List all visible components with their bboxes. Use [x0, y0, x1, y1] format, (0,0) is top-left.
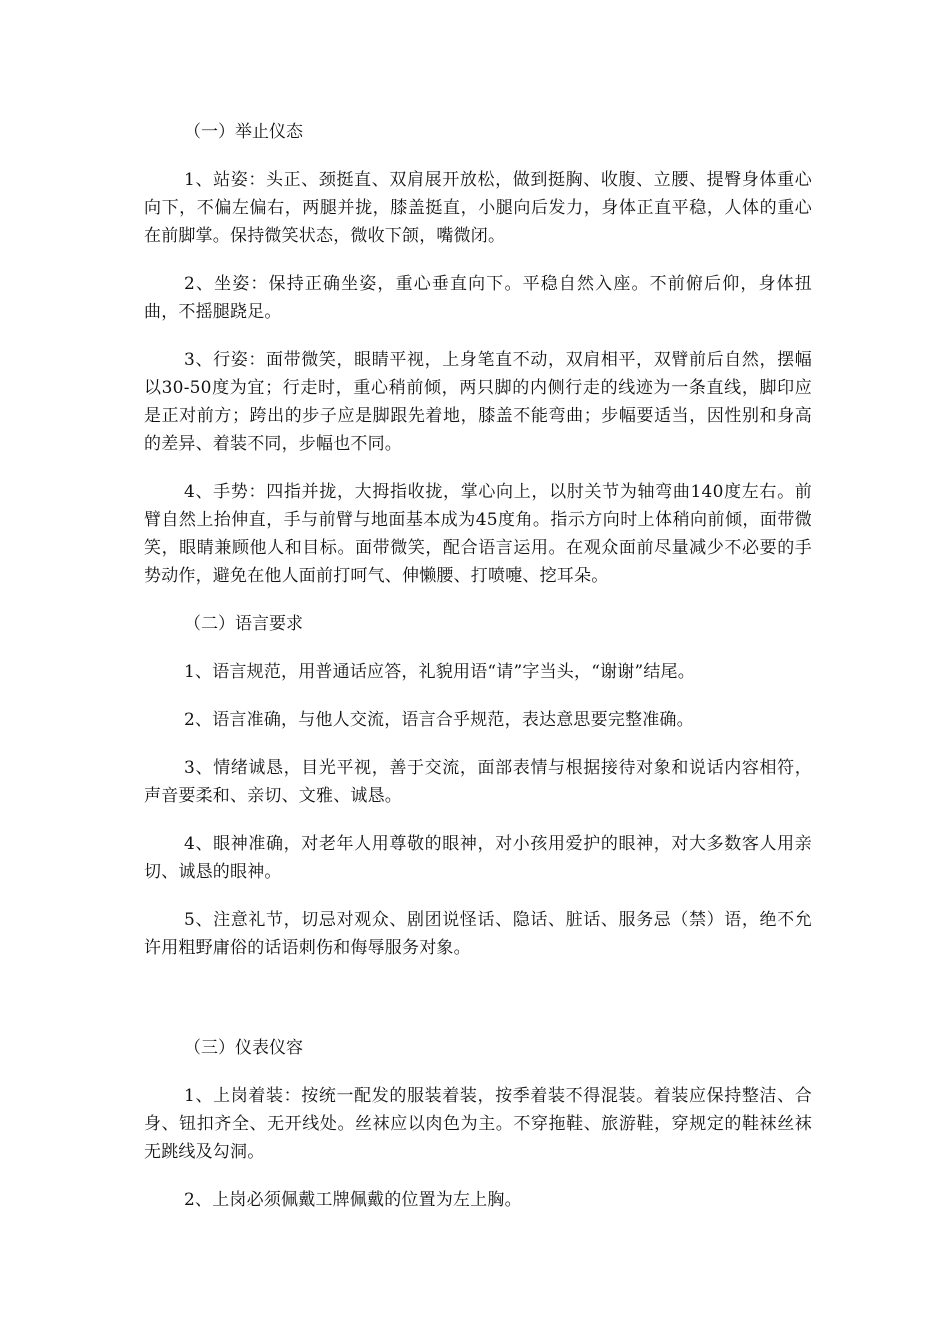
paragraph: 1、站姿：头正、颈挺直、双肩展开放松，做到挺胸、收腹、立腰、提臀身体重心向下，不偏左偏右，两腿并拢，膝盖挺直，小腿向后发力，身体正直平稳，人体的重心在前脚掌。保持微笑状态，微收下颌，嘴微闭。 — [144, 170, 812, 246]
paragraph: 2、语言准确，与他人交流，语言合乎规范，表达意思要完整准确。 — [184, 710, 694, 730]
paragraph: 3、行姿：面带微笑，眼睛平视，上身笔直不动，双肩相平，双臂前后自然，摆幅以30-50度为宜；行走时，重心稍前倾，两只脚的内侧行走的线迹为一条直线，脚印应是正对前方；跨出的步子应是脚跟先着地，膝盖不能弯曲；步幅要适当，因性别和身高的差异、着装不同，步幅也不同。 — [144, 350, 812, 454]
paragraph: 3、情绪诚恳，目光平视，善于交流，面部表情与根据接待对象和说话内容相符，声音要柔和、亲切、文雅、诚恳。 — [144, 758, 812, 806]
document-body — [144, 118, 812, 1214]
paragraph: 4、眼神准确，对老年人用尊敬的眼神，对小孩用爱护的眼神，对大多数客人用亲切、诚恳的眼神。 — [144, 834, 812, 882]
paragraph: 5、注意礼节，切忌对观众、剧团说怪话、隐话、脏话、服务忌（禁）语，绝不允许用粗野庸俗的话语刺伤和侮辱服务对象。 — [144, 910, 812, 958]
paragraph: 4、手势：四指并拢，大拇指收拢，掌心向上，以肘关节为轴弯曲140度左右。前臂自然上抬伸直，手与前臂与地面基本成为45度角。指示方向时上体稍向前倾，面带微笑，眼睛兼顾他人和目标。面带微笑，配合语言运用。在观众面前尽量减少不必要的手势动作，避免在他人面前打呵气、伸懒腰、打喷嚏、挖耳朵。 — [144, 482, 812, 586]
section-heading: （一）举止仪态 — [184, 122, 303, 142]
paragraph: 1、语言规范，用普通话应答，礼貌用语“请”字当头，“谢谢”结尾。 — [184, 662, 695, 682]
section-heading: （三）仪表仪容 — [184, 1038, 303, 1058]
paragraph: 2、上岗必须佩戴工牌佩戴的位置为左上胸。 — [184, 1190, 522, 1210]
section-heading: （二）语言要求 — [184, 614, 303, 634]
paragraph: 1、上岗着装：按统一配发的服装着装，按季着装不得混装。着装应保持整洁、合身、钮扣齐全、无开线处。丝袜应以肉色为主。不穿拖鞋、旅游鞋，穿规定的鞋袜丝袜无跳线及勾洞。 — [144, 1086, 812, 1162]
paragraph: 2、坐姿：保持正确坐姿，重心垂直向下。平稳自然入座。不前俯后仰，身体扭曲，不摇腿跷足。 — [144, 274, 812, 322]
